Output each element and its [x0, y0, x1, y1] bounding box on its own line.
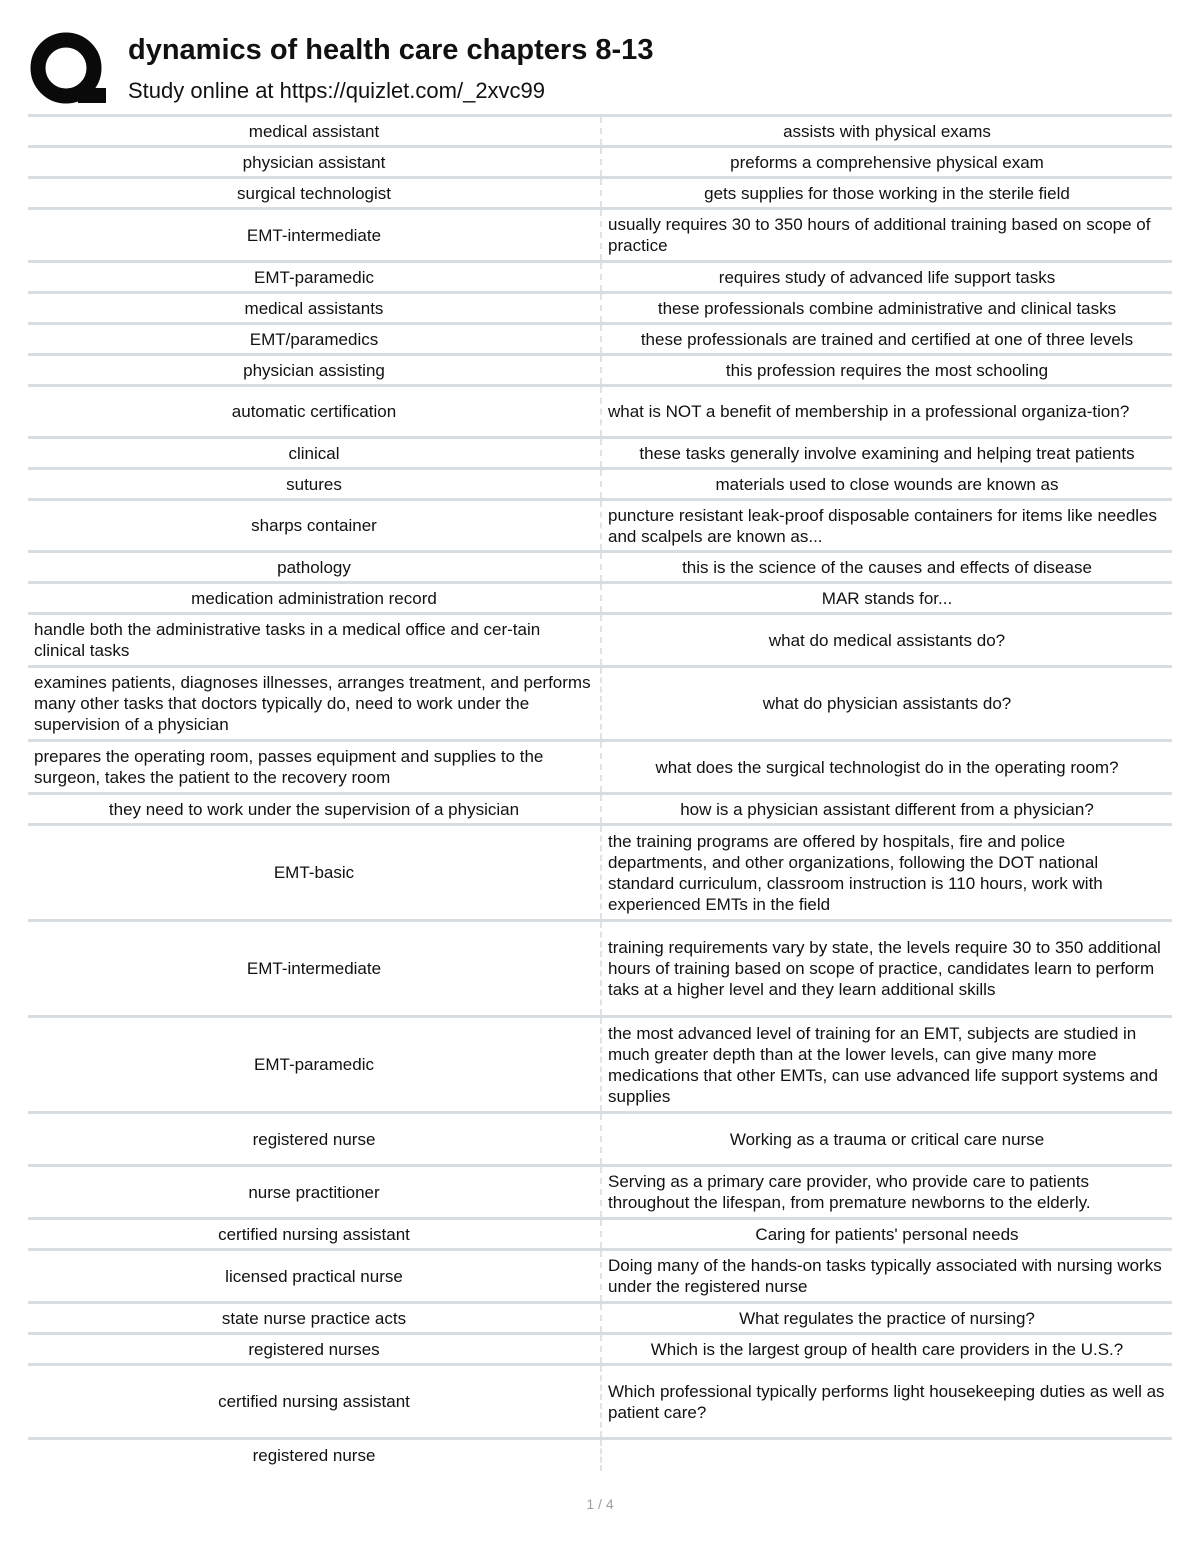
- definition-cell: requires study of advanced life support tasks: [600, 263, 1172, 291]
- table-row: [28, 615, 1172, 668]
- subtitle-prefix: Study online at: [128, 78, 280, 103]
- term-cell: state nurse practice acts: [221, 1308, 407, 1328]
- term-cell: examines patients, diagnoses illnesses, arranges treatment, and performs many other tasks that doctors typically do, need to work under the supervision of a physician: [34, 673, 591, 734]
- definition-cell: Which is the largest group of health care providers in the U.S.?: [600, 1335, 1172, 1363]
- term-cell: physician assisting: [243, 360, 385, 380]
- table-row: [28, 922, 1172, 1018]
- definition-cell: these professionals are trained and certified at one of three levels: [600, 325, 1172, 353]
- term-cell: nurse practitioner: [248, 1182, 380, 1202]
- quizlet-logo-icon: [30, 30, 108, 108]
- table-row: [28, 1251, 1172, 1304]
- study-online-line: [128, 78, 545, 104]
- term-cell: medical assistant: [248, 121, 380, 141]
- definition-cell: Caring for patients' personal needs: [600, 1220, 1172, 1248]
- definition-cell: puncture resistant leak-proof disposable containers for items like needles and scalpels are known as...: [600, 501, 1172, 550]
- definition-cell: what do physician assistants do?: [600, 668, 1172, 739]
- term-cell: sharps container: [251, 516, 377, 535]
- page-title: dynamics of health care chapters 8-13: [128, 34, 654, 66]
- table-row: [28, 553, 1172, 584]
- table-row: [28, 356, 1172, 387]
- term-cell: registered nurse: [252, 1446, 376, 1465]
- term-cell: medication administration record: [191, 588, 437, 608]
- table-row: [28, 325, 1172, 356]
- definition-cell: these tasks generally involve examining and helping treat patients: [600, 439, 1172, 467]
- table-row: [28, 439, 1172, 470]
- term-cell: medical assistants: [244, 298, 384, 318]
- definition-cell: this profession requires the most schooling: [600, 356, 1172, 384]
- term-cell: certified nursing assistant: [218, 1392, 410, 1411]
- table-row: [28, 1167, 1172, 1220]
- term-cell: physician assistant: [242, 152, 386, 172]
- table-row: [28, 1366, 1172, 1440]
- definition-cell: Which professional typically performs light housekeeping duties as well as patient care?: [600, 1366, 1172, 1437]
- definition-cell: what is NOT a benefit of membership in a professional organiza-tion?: [600, 387, 1172, 436]
- definition-cell: how is a physician assistant different from a physician?: [600, 795, 1172, 823]
- page-number: 1 / 4: [586, 1496, 614, 1512]
- term-cell: EMT/paramedics: [249, 329, 379, 349]
- table-row: [28, 795, 1172, 826]
- table-row: [28, 387, 1172, 439]
- definition-cell: assists with physical exams: [600, 117, 1172, 145]
- definition-cell: Serving as a primary care provider, who provide care to patients throughout the lifespan, from premature newborns to the elderly.: [600, 1167, 1172, 1217]
- table-row: [28, 1114, 1172, 1167]
- table-row: [28, 826, 1172, 922]
- table-row: [28, 1440, 1172, 1471]
- term-cell: EMT-intermediate: [246, 225, 382, 245]
- term-cell: clinical: [288, 443, 340, 463]
- table-row: [28, 501, 1172, 553]
- term-cell: licensed practical nurse: [225, 1266, 403, 1286]
- term-cell: EMT-paramedic: [254, 267, 374, 287]
- definition-cell: Doing many of the hands-on tasks typically associated with nursing works under the registered nurse: [600, 1251, 1172, 1301]
- definition-cell: this is the science of the causes and effects of disease: [600, 553, 1172, 581]
- page-header: [30, 30, 1170, 110]
- table-row: [28, 117, 1172, 148]
- table-row: [28, 668, 1172, 742]
- definition-cell: the training programs are offered by hospitals, fire and police departments, and other organizations, following the DOT national standard curriculum, classroom instruction is 110 hours, work with experienced EMTs in the field: [600, 826, 1172, 919]
- table-row: [28, 742, 1172, 795]
- table-row: [28, 1220, 1172, 1251]
- table-row: [28, 263, 1172, 294]
- definition-cell: the most advanced level of training for an EMT, subjects are studied in much greater depth than at the lower levels, can give many more medications that other EMTs, can use advanced life support systems and supplies: [600, 1018, 1172, 1111]
- definition-cell: what does the surgical technologist do in the operating room?: [600, 742, 1172, 792]
- flashcard-table: [28, 114, 1172, 1471]
- definition-cell: these professionals combine administrative and clinical tasks: [600, 294, 1172, 322]
- table-row: [28, 1335, 1172, 1366]
- term-cell: pathology: [277, 557, 351, 577]
- table-row: [28, 210, 1172, 263]
- term-cell: certified nursing assistant: [218, 1224, 410, 1244]
- definition-cell: What regulates the practice of nursing?: [600, 1304, 1172, 1332]
- term-cell: registered nurse: [252, 1129, 376, 1149]
- term-cell: surgical technologist: [236, 183, 392, 203]
- definition-cell: usually requires 30 to 350 hours of additional training based on scope of practice: [600, 210, 1172, 260]
- definition-cell: materials used to close wounds are known as: [600, 470, 1172, 498]
- term-cell: EMT-intermediate: [246, 959, 382, 978]
- term-cell: they need to work under the supervision of a physician: [108, 799, 520, 819]
- table-row: [28, 1304, 1172, 1335]
- term-cell: EMT-paramedic: [254, 1055, 374, 1074]
- quizlet-set-link[interactable]: https://quizlet.com/_2xvc99: [279, 78, 546, 103]
- term-cell: sutures: [286, 474, 342, 494]
- table-row: [28, 1018, 1172, 1114]
- definition-cell: MAR stands for...: [600, 584, 1172, 612]
- term-cell: EMT-basic: [273, 863, 355, 882]
- term-cell: prepares the operating room, passes equipment and supplies to the surgeon, takes the patient to the recovery room: [34, 747, 544, 787]
- table-row: [28, 294, 1172, 325]
- table-row: [28, 179, 1172, 210]
- table-row: [28, 148, 1172, 179]
- definition-cell: preforms a comprehensive physical exam: [600, 148, 1172, 176]
- term-cell: registered nurses: [248, 1339, 380, 1359]
- definition-cell: gets supplies for those working in the sterile field: [600, 179, 1172, 207]
- term-cell: handle both the administrative tasks in a medical office and cer-tain clinical tasks: [34, 620, 541, 660]
- term-cell: automatic certification: [231, 402, 397, 421]
- definition-cell: training requirements vary by state, the levels require 30 to 350 additional hours of training based on scope of practice, candidates learn to perform taks at a higher level and they learn additional skills: [600, 922, 1172, 1015]
- definition-cell: what do medical assistants do?: [600, 615, 1172, 665]
- definition-cell: [600, 1440, 1172, 1471]
- table-row: [28, 470, 1172, 501]
- definition-cell: Working as a trauma or critical care nurse: [600, 1114, 1172, 1164]
- table-row: [28, 584, 1172, 615]
